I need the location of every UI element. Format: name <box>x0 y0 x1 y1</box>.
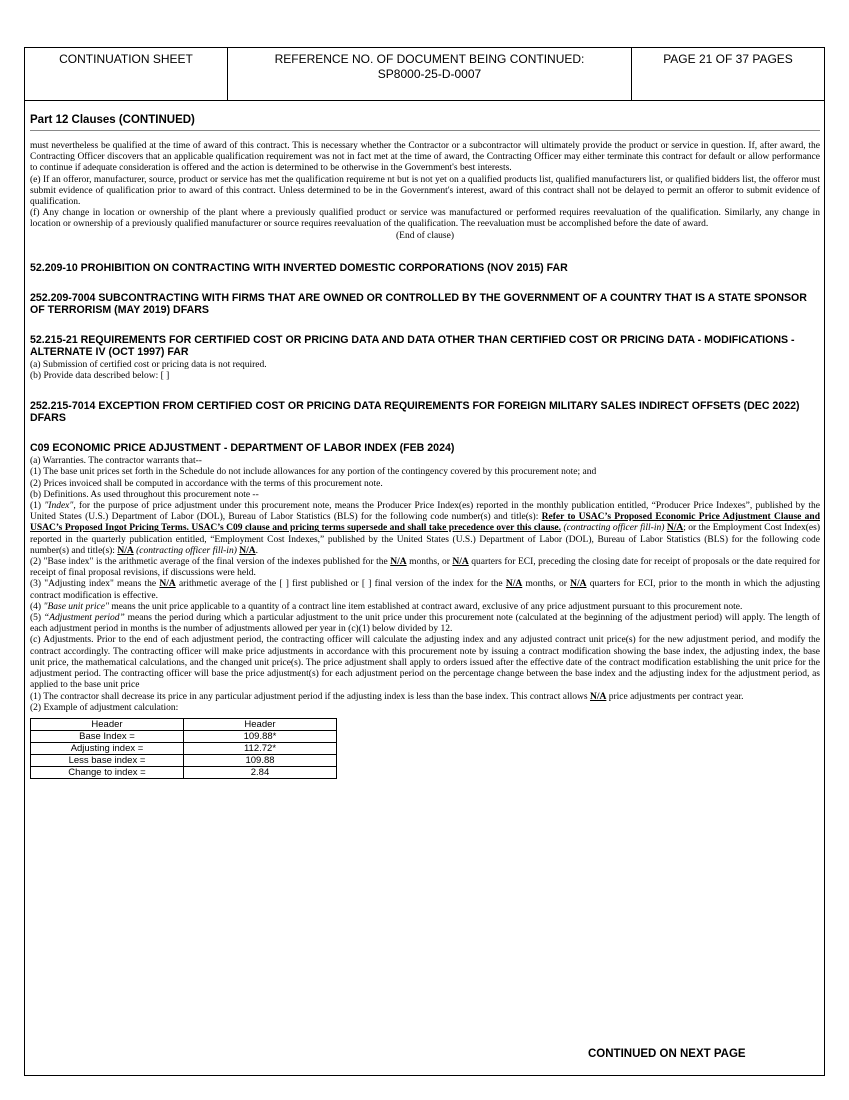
header-reference-label: REFERENCE NO. OF DOCUMENT BEING CONTINUED: <box>274 52 585 66</box>
sheet-header <box>25 48 824 101</box>
text: ; or the Employment Cost Index(es) reported in the quarterly publication entitled, “Employment Cost Indexes,” published by the United States (U.S.) Department of Labor (DOL), Bureau of Labor Statistics (BLS) for the following code number(s) and title(s): <box>30 523 820 556</box>
na-value: N/A <box>666 523 684 534</box>
na-value: N/A <box>589 691 607 702</box>
clause-heading: 52.209-10 PROHIBITION ON CONTRACTING WITH INVERTED DOMESTIC CORPORATIONS (NOV 2015) FAR <box>30 261 568 274</box>
header-page-number: PAGE 21 OF 37 PAGES <box>663 52 793 66</box>
table-cell: 109.88 <box>184 754 337 766</box>
paragraph <box>30 579 820 601</box>
text: months, or <box>406 557 453 568</box>
text: quarters for ECI, prior to the month in which the adjusting contract modification is effective. <box>30 579 820 601</box>
qualification-clause-text <box>30 141 820 242</box>
term: "Index" <box>44 501 74 512</box>
paragraph: (2) Prices invoiced shall be computed in accordance with the terms of this procurement note. <box>30 478 383 489</box>
paragraph: (1) The base unit prices set forth in the Schedule do not include allowances for any portion of the contingency covered by this procurement note; and <box>30 467 597 478</box>
continuation-sheet <box>24 47 825 1076</box>
paragraph: (a) Submission of certified cost or pricing data is not required. <box>30 359 267 370</box>
continued-notice: CONTINUED ON NEXT PAGE <box>588 1048 746 1060</box>
text: (1) The contractor shall decrease its price in any particular adjustment period if the adjusting index is less than the base index. This contract allows <box>30 691 590 702</box>
sheet-content <box>25 101 824 779</box>
na-value: N/A <box>505 579 523 590</box>
term: "Base unit price" <box>43 601 109 612</box>
part-title: Part 12 Clauses (CONTINUED) <box>30 110 820 131</box>
na-value: N/A <box>117 545 134 556</box>
paragraph: (1) "Index", for the purpose of price adjustment under this procurement note, means the Producer Price Index(es) reported in the monthly publication entitled, “Producer Price Indexes”, published by the United States (U.S.) Department of Labor (DOL), Bureau of Labor Statistics (BLS) for the following code number(s) and title(s): Refer to USAC’s Proposed Economic Price Adjustment Clause and USAC’s Proposed Ingot Pricing Terms. USAC’s C09 clause and pricing terms supersede and shall take precedence over this clause. (contracting officer fill-in) N/A; or the Employment Cost Index(es) reported in the quarterly publication entitled, “Employment Cost Indexes,” published by the United States (U.S.) Department of Labor (DOL), Bureau of Labor Statistics (BLS) for the following code number(s) and title(s): N/A (contracting officer fill-in) N/A. <box>30 501 821 556</box>
table-row <box>31 754 337 766</box>
paragraph <box>30 692 820 703</box>
text: (3) "Adjusting index" means the <box>30 579 160 590</box>
paragraph <box>30 557 820 579</box>
text: , for the purpose of price adjustment under this procurement note, means the Producer Price Index(es) reported in the monthly publication entitled, “Producer Price Indexes”, published by the United States (U.S.) Department of Labor (DOL), Bureau of Labor Statistics (BLS) for the following code number(s) and title(s): <box>30 501 821 523</box>
text: quarters for ECI, preceding the closing date for receipt of proposals or the date required for receipt of final proposal revisions, if discussions were held. <box>30 557 820 579</box>
na-value: N/A <box>452 557 469 568</box>
paragraph: (c) Adjustments. Prior to the end of each adjustment period, the contracting officer will calculate the adjusting index and any adjusted contract unit price(s) for the new adjustment period, and modify the contract accordingly. The contracting officer will make price adjustments in accordance with this procurement note by issuing a contract modification showing the base index, the adjusting index, the base unit price, the mathematical calculations, and the changed unit price(s). The price adjustment shall apply to orders issued after the effective date of the contract modification establishing the unit price for the adjustment period. The contracting officer will base the price adjustment(s) for each adjustment period on the percentage change between the base index and the adjusting index for the adjustment period, as applied to the base unit price <box>30 635 820 691</box>
table-cell: Header <box>184 718 337 730</box>
table-cell: Adjusting index = <box>31 742 184 754</box>
text: months, or <box>522 579 571 590</box>
paragraph: (b) Provide data described below: [ ] <box>30 371 170 382</box>
table-cell: 2.84 <box>184 766 337 778</box>
clause-body <box>30 360 820 382</box>
table-cell: 112.72* <box>184 742 337 754</box>
fill-in-note: (contracting officer fill-in) <box>133 545 240 556</box>
table-row <box>31 718 337 730</box>
na-value: N/A <box>390 557 407 568</box>
bold-underlined-text: Refer to USAC’s Proposed Economic Price Adjustment Clause and USAC’s Proposed Ingot Pricing Terms. USAC’s C09 clause and pricing terms supersede and shall take precedence over this clause. <box>30 512 820 534</box>
text: (4) <box>30 601 44 612</box>
header-reference <box>228 48 632 100</box>
adjustment-example-table <box>30 718 337 779</box>
paragraph: (f) Any change in location or ownership of the plant where a previously qualified product or service was manufactured or performed requires reevaluation of the qualification. Similarly, any change in location or ownership of a previously qualified manufacturer or source requires reevaluation of the qualification. The reevaluation must be accomplished before the date of award. <box>30 208 820 230</box>
clause-heading: C09 ECONOMIC PRICE ADJUSTMENT - DEPARTMENT OF LABOR INDEX (FEB 2024) <box>30 442 455 455</box>
paragraph: (a) Warranties. The contractor warrants that-- <box>30 456 202 467</box>
text: means the unit price applicable to a quantity of a contract line item established at contract award, exclusive of any price adjustment pursuant to this procurement note. <box>108 601 743 612</box>
paragraph: (e) If an offeror, manufacturer, source, product or service has met the qualification requireme nt but is not yet on a qualified products list, qualified manufacturers list, or qualified bidders list, the offeror must submit evidence of qualification prior to award of this contract. Unless determined to be in the Government's interest, award of this contract shall not be delayed to permit an offeror to submit evidence of qualification. <box>30 174 820 208</box>
economic-price-adjustment-text <box>30 456 820 714</box>
text: arithmetic average of the [ ] first published or [ ] final version of the index for the <box>175 579 506 590</box>
text: (2) "Base index" is the arithmetic average of the final version of the indexes published for the <box>30 557 391 568</box>
paragraph <box>30 602 820 613</box>
clause-heading: 252.209-7004 SUBCONTRACTING WITH FIRMS THAT ARE OWNED OR CONTROLLED BY THE GOVERNMENT OF A COUNTRY THAT IS A STATE SPONSOR OF TERRORISM (MAY 2019) DFARS <box>30 291 807 316</box>
text: (5) <box>30 613 44 624</box>
table-row <box>31 742 337 754</box>
table-cell: Base Index = <box>31 730 184 742</box>
table-cell: Header <box>31 718 184 730</box>
term: “Adjustment period” <box>43 613 125 624</box>
text: (1) <box>30 501 45 512</box>
text: means the period during which a particular adjustment to the unit price under this procurement note (calculated at the beginning of the adjustment period) will apply. The length of each adjustment period in months is the number of adjustments allowed per year in (c)(1) below divided by 12. <box>30 613 820 635</box>
clause-heading: 52.215-21 REQUIREMENTS FOR CERTIFIED COST OR PRICING DATA AND DATA OTHER THAN CERTIFIED COST OR PRICING DATA - MODIFICATIONS - ALTERNATE IV (OCT 1997) FAR <box>30 333 795 358</box>
table-cell: Change to index = <box>31 766 184 778</box>
na-value: N/A <box>239 545 256 556</box>
header-continuation-label: CONTINUATION SHEET <box>25 48 228 100</box>
fill-in-note: (contracting officer fill-in) <box>561 523 667 534</box>
na-value: N/A <box>570 579 587 590</box>
paragraph: must nevertheless be qualified at the time of award of this contract. This is necessary whether the Contractor or a subcontractor will ultimately provide the product or service in question. If, after award, the Contracting Officer discovers that an applicable qualification requirement was not in fact met at the time of award, the Contracting Officer may either terminate this contract for default or allow performance to continue if adequate consideration is offered and the action is determined to be otherwise in the Government's best interests. <box>30 141 820 174</box>
na-value: N/A <box>159 579 176 590</box>
table-row <box>31 730 337 742</box>
paragraph: (b) Definitions. As used throughout this procurement note -- <box>30 489 259 500</box>
clause-heading: 252.215-7014 EXCEPTION FROM CERTIFIED COST OR PRICING DATA REQUIREMENTS FOR FOREIGN MILITARY SALES INDIRECT OFFSETS (DEC 2022) DFARS <box>30 400 800 425</box>
paragraph: (2) Example of adjustment calculation: <box>30 702 179 713</box>
end-of-clause: (End of clause) <box>395 230 455 241</box>
table-cell: Less base index = <box>31 754 184 766</box>
paragraph <box>30 613 820 635</box>
table-cell: 109.88* <box>184 730 337 742</box>
text: price adjustments per contract year. <box>606 691 744 702</box>
header-reference-number: SP8000-25-D-0007 <box>377 67 482 81</box>
table-row <box>31 766 337 778</box>
